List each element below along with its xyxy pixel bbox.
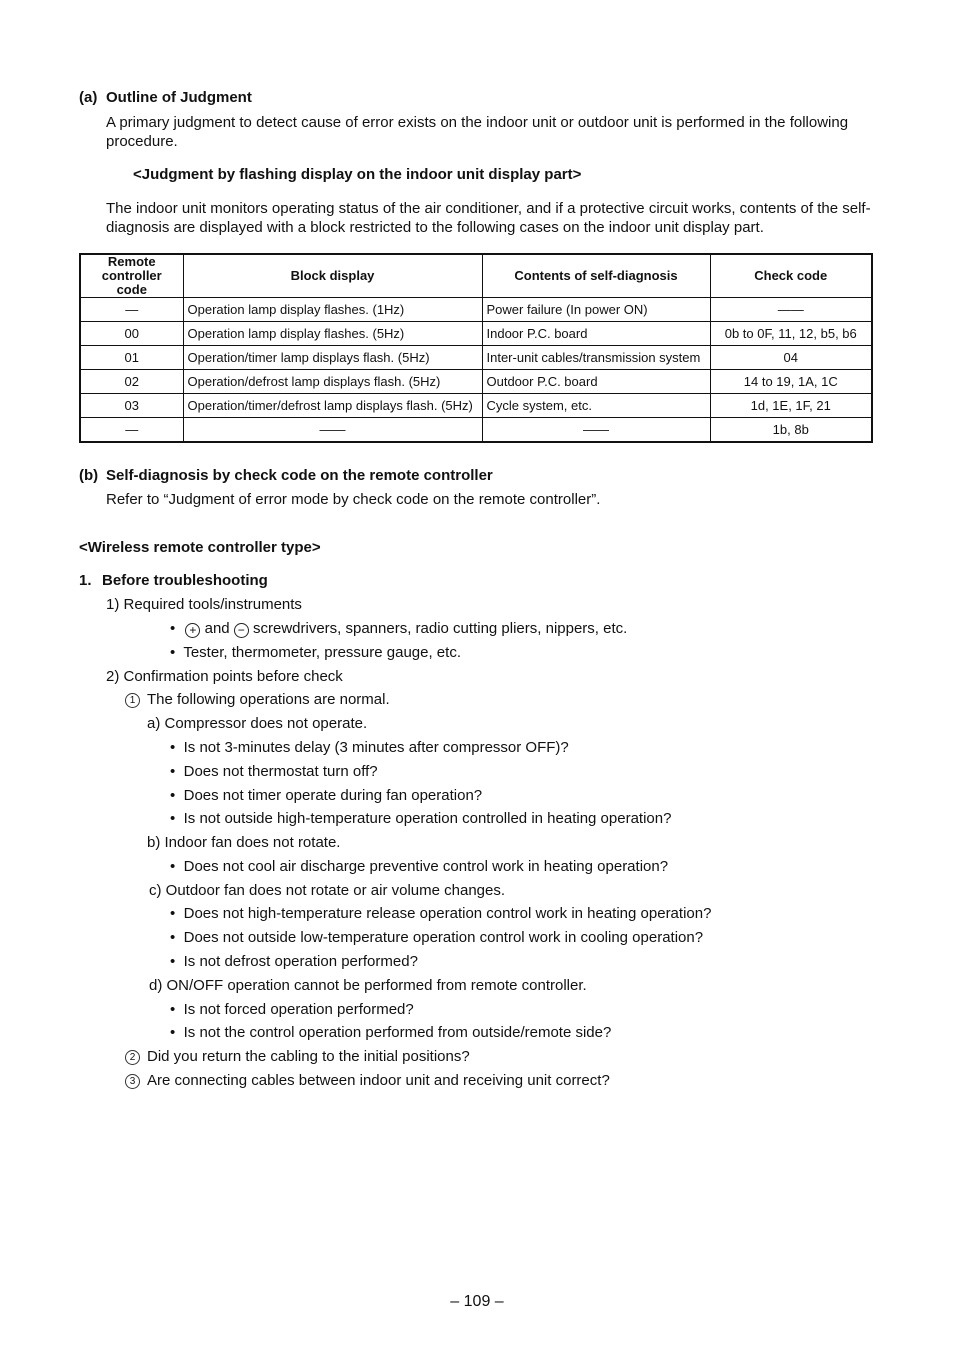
self-diagnosis-table: [79, 253, 873, 443]
list-item-text: Does not cool air discharge preventive control work in heating operation?: [183, 858, 669, 875]
bullet: •: [170, 644, 176, 661]
item-b-label: b) Indoor fan does not rotate.: [147, 834, 341, 851]
table-row: [80, 298, 872, 322]
list-item: [170, 787, 482, 804]
list-item: [170, 953, 418, 970]
list-item: [170, 1001, 414, 1018]
point-1: [125, 691, 390, 708]
cell-block-display: Operation lamp display flashes. (1Hz): [183, 298, 482, 322]
cell-remote-code: 01: [80, 346, 183, 370]
cell-block-display: Operation/timer lamp displays flash. (5Hz): [183, 346, 482, 370]
bullet: •: [170, 1024, 176, 1041]
cell-check-code: 1b, 8b: [710, 418, 872, 443]
cell-check-code: 04: [710, 346, 872, 370]
cell-remote-code: —: [80, 298, 183, 322]
before-title: Before troubleshooting: [102, 572, 268, 589]
cell-contents: Outdoor P.C. board: [482, 370, 710, 394]
bullet: •: [170, 929, 176, 946]
list-item-text: Is not the control operation performed from outside/remote side?: [183, 1024, 612, 1041]
list-item: [170, 810, 671, 827]
cell-block-display: Operation lamp display flashes. (5Hz): [183, 322, 482, 346]
bullet: •: [170, 953, 176, 970]
section-a-intro: A primary judgment to detect cause of error exists on the indoor unit or outdoor unit is performed in the following procedure.: [106, 114, 849, 150]
tools-item-2-text: Tester, thermometer, pressure gauge, etc.: [183, 644, 461, 661]
cell-remote-code: 02: [80, 370, 183, 394]
bullet: •: [170, 905, 176, 922]
list-item-text: Is not defrost operation performed?: [183, 953, 418, 970]
table-row: [80, 322, 872, 346]
table-row: [80, 394, 872, 418]
table-row: [80, 370, 872, 394]
cell-contents: Inter-unit cables/transmission system: [482, 346, 710, 370]
section-a-title: Outline of Judgment: [106, 89, 252, 106]
plus-screwdriver-icon: +: [185, 623, 200, 638]
cell-contents: ——: [482, 418, 710, 443]
bullet: •: [170, 810, 176, 827]
bullet: •: [170, 787, 176, 804]
section-b-text: Refer to “Judgment of error mode by check code on the remote controller”.: [106, 491, 601, 508]
cell-check-code: 1d, 1E, 1F, 21: [710, 394, 872, 418]
list-item-text: Does not high-temperature release operation control work in heating operation?: [183, 905, 712, 922]
list-item: [170, 763, 378, 780]
section-b-label: (b): [79, 467, 99, 484]
list-item-text: Is not outside high-temperature operation controlled in heating operation?: [183, 810, 672, 827]
table-row: [80, 346, 872, 370]
header-remote-code: Remote controller code: [80, 254, 183, 298]
table-header-row: [80, 254, 872, 298]
list-item: [170, 905, 711, 922]
list-item: [170, 739, 569, 756]
tools-item-1: [170, 620, 627, 638]
cell-block-display: Operation/defrost lamp displays flash. (5Hz): [183, 370, 482, 394]
item-c-label: c) Outdoor fan does not rotate or air volume changes.: [149, 882, 506, 899]
header-contents: Contents of self-diagnosis: [482, 254, 710, 298]
section-b-title: Self-diagnosis by check code on the remote controller: [106, 467, 493, 484]
cell-remote-code: —: [80, 418, 183, 443]
list-item-text: Does not thermostat turn off?: [183, 763, 378, 780]
list-item-text: Does not timer operate during fan operation?: [183, 787, 483, 804]
header-check-code: Check code: [710, 254, 872, 298]
cell-remote-code: 00: [80, 322, 183, 346]
judgment-subheading: <Judgment by flashing display on the indoor unit display part>: [133, 166, 582, 183]
tools-item-1-text: screwdrivers, spanners, radio cutting pliers, nippers, etc.: [252, 620, 628, 637]
tools-and: and: [204, 620, 230, 637]
header-block-display: Block display: [183, 254, 482, 298]
point-1-number: 1: [125, 693, 140, 708]
point-2-text: Did you return the cabling to the initial positions?: [147, 1048, 470, 1065]
point-3-number: 3: [125, 1074, 140, 1089]
bullet: •: [170, 763, 176, 780]
point-2: [125, 1048, 470, 1065]
cell-contents: Cycle system, etc.: [482, 394, 710, 418]
point-2-number: 2: [125, 1050, 140, 1065]
list-item-text: Does not outside low-temperature operation control work in cooling operation?: [183, 929, 704, 946]
list-item: [170, 858, 668, 875]
tools-label: 1) Required tools/instruments: [106, 596, 302, 613]
item-a-label: a) Compressor does not operate.: [147, 715, 368, 732]
bullet: •: [170, 858, 176, 875]
point-3-text: Are connecting cables between indoor unit and receiving unit correct?: [147, 1072, 610, 1089]
cell-remote-code: 03: [80, 394, 183, 418]
list-item: [170, 929, 703, 946]
page-number: – 109 –: [450, 1293, 504, 1310]
wireless-heading: <Wireless remote controller type>: [79, 539, 321, 556]
table-row: [80, 418, 872, 443]
before-number: 1.: [79, 572, 92, 589]
point-3: [125, 1072, 610, 1089]
list-item: [170, 1024, 611, 1041]
bullet: •: [170, 1001, 176, 1018]
cell-check-code: 14 to 19, 1A, 1C: [710, 370, 872, 394]
minus-screwdriver-icon: −: [234, 623, 249, 638]
cell-check-code: ——: [710, 298, 872, 322]
section-a-label: (a): [79, 89, 98, 106]
cell-contents: Indoor P.C. board: [482, 322, 710, 346]
cell-block-display: ——: [183, 418, 482, 443]
tools-item-2: [170, 644, 461, 661]
cell-contents: Power failure (In power ON): [482, 298, 710, 322]
point-1-text: The following operations are normal.: [147, 691, 390, 708]
section-a-description: The indoor unit monitors operating status of the air conditioner, and if a protective circuit works, contents of the self-diagnosis are displayed with a block restricted to the following cases on the indoor unit display part.: [106, 200, 871, 236]
bullet: •: [170, 620, 176, 637]
item-d-label: d) ON/OFF operation cannot be performed from remote controller.: [149, 977, 587, 994]
confirm-label: 2) Confirmation points before check: [106, 668, 343, 685]
list-item-text: Is not forced operation performed?: [183, 1001, 414, 1018]
bullet: •: [170, 739, 176, 756]
cell-check-code: 0b to 0F, 11, 12, b5, b6: [710, 322, 872, 346]
cell-block-display: Operation/timer/defrost lamp displays flash. (5Hz): [183, 394, 482, 418]
list-item-text: Is not 3-minutes delay (3 minutes after compressor OFF)?: [183, 739, 569, 756]
